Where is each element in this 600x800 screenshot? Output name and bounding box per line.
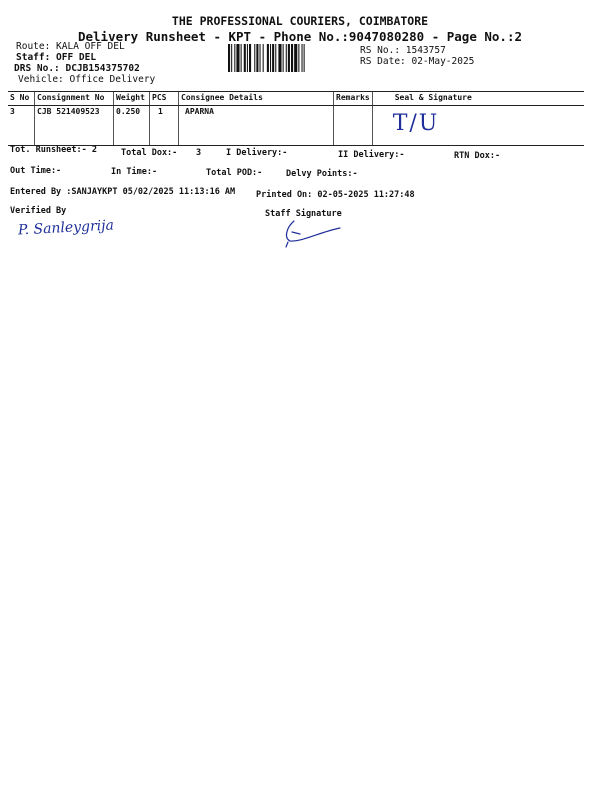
in-time: In Time:- <box>111 167 158 177</box>
cell-weight: 0.250 <box>114 106 150 146</box>
col-sno: S No <box>8 92 35 106</box>
col-weight: Weight <box>114 92 150 106</box>
delvy-points: Delvy Points:- <box>286 169 358 179</box>
verified-signature: P. Sanleygrija <box>17 217 115 239</box>
printed-on: Printed On: 02-05-2025 11:27:48 <box>256 190 415 200</box>
drs-number: DRS No.: DCJB154375702 <box>14 63 140 74</box>
runsheet-subtitle: Delivery Runsheet - KPT - Phone No.:9047080280 - Page No.:2 <box>77 29 522 44</box>
barcode <box>228 44 353 72</box>
cell-remarks <box>334 106 373 146</box>
rtn-dox: RTN Dox:- <box>454 151 501 161</box>
out-time: Out Time:- <box>10 166 62 176</box>
staff: Staff: OFF DEL <box>16 52 97 63</box>
col-consignment: Consignment No <box>35 92 114 106</box>
ii-delivery: II Delivery:- <box>338 150 405 160</box>
col-consignee: Consignee Details <box>179 92 334 106</box>
cell-sno: 3 <box>8 106 35 146</box>
total-dox-label: Total Dox:- <box>121 148 178 158</box>
total-dox-value: 3 <box>196 148 202 158</box>
col-remarks: Remarks <box>334 92 373 106</box>
rs-number: RS No.: 1543757 <box>360 45 446 56</box>
vehicle: Vehicle: Office Delivery <box>18 74 156 85</box>
rs-date: RS Date: 02-May-2025 <box>360 56 475 67</box>
table-header-row <box>8 92 584 106</box>
cell-seal <box>372 106 584 146</box>
staff-signature-mark <box>280 218 342 248</box>
staff-signature-label: Staff Signature <box>265 209 342 219</box>
cell-consignee: APARNA <box>179 106 334 146</box>
total-pod: Total POD:- <box>206 168 263 178</box>
verified-by-label: Verified By <box>10 206 67 216</box>
table-row <box>8 106 584 146</box>
route: Route: KALA OFF DEL <box>16 41 125 52</box>
runsheet-table <box>8 91 584 146</box>
i-delivery: I Delivery:- <box>226 148 288 158</box>
seal-handwriting: T/U <box>392 111 440 136</box>
total-runsheet: Tot. Runsheet:- 2 <box>10 145 97 155</box>
entered-by: Entered By :SANJAYKPT 05/02/2025 11:13:16 AM <box>10 187 236 197</box>
cell-consignment: CJB 521409523 <box>35 106 114 146</box>
cell-pcs: 1 <box>150 106 179 146</box>
col-seal: Seal & Signature <box>372 92 584 106</box>
col-pcs: PCS <box>150 92 179 106</box>
company-title: THE PROFESSIONAL COURIERS, COIMBATORE <box>171 14 429 28</box>
